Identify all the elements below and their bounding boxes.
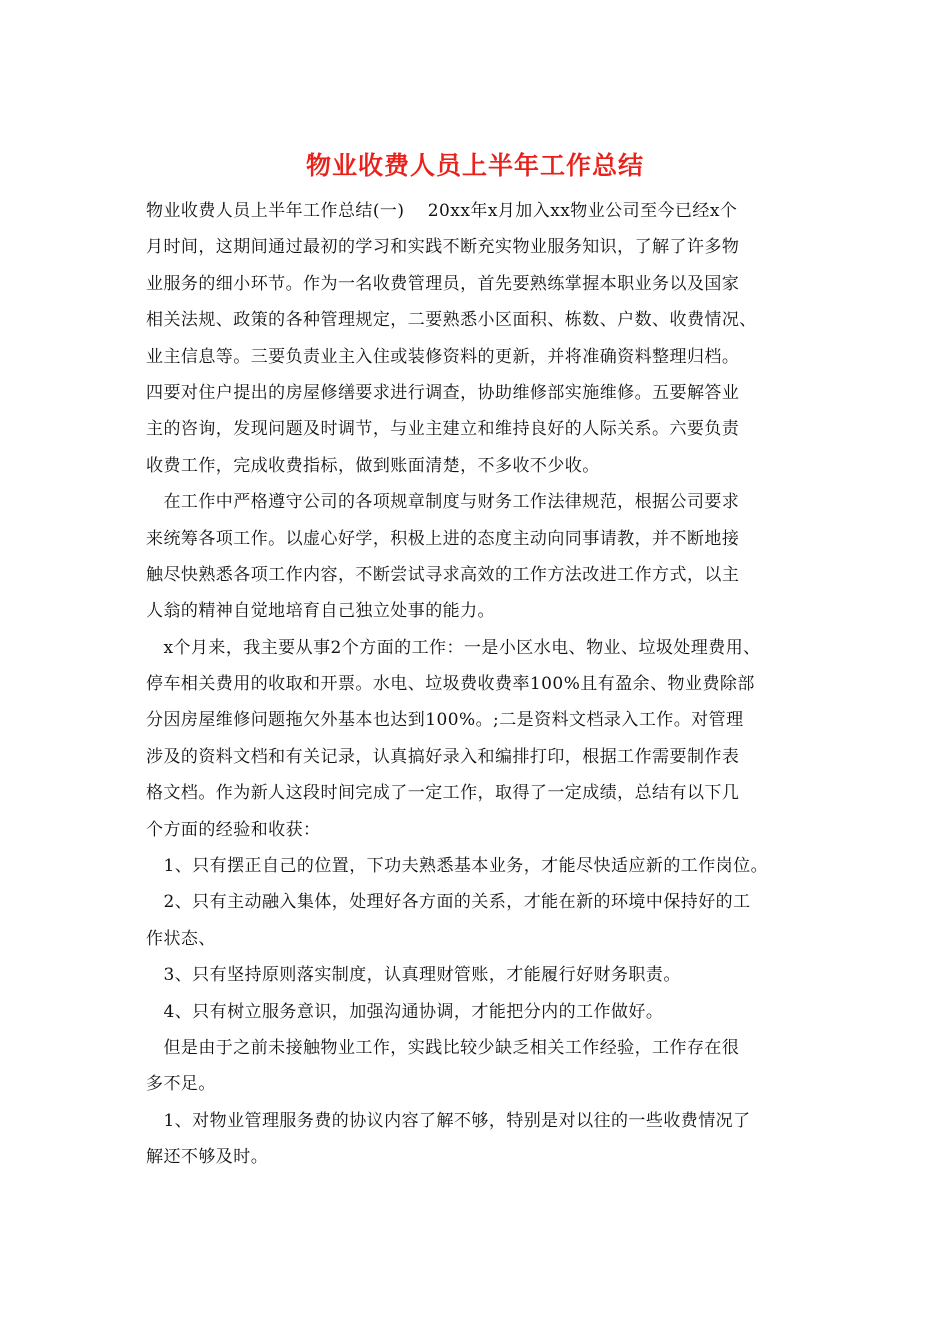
text-line: 收费工作，完成收费指标，做到账面清楚，不多收不少收。 [146, 455, 600, 476]
text-line: 1、对物业管理服务费的协议内容了解不够，特别是对以往的一些收费情况了 [146, 1110, 751, 1131]
text-line: 物业收费人员上半年工作总结(一) 20xx年x月加入xx物业公司至今已经x个 [146, 201, 738, 221]
text-line: 触尽快熟悉各项工作内容，不断尝试寻求高效的工作方法改进工作方式，以主 [146, 564, 740, 585]
text-line: 停车相关费用的收取和开票。水电、垃圾费收费率100%且有盈余、物业费除部 [146, 674, 755, 695]
text-line: 个方面的经验和收获： [146, 819, 321, 840]
text-line: 分因房屋维修问题拖欠外基本也达到100%。;二是资料文档录入工作。对管理 [146, 710, 744, 731]
text-line: 业主信息等。三要负责业主入住或装修资料的更新，并将准确资料整理归档。 [146, 346, 740, 367]
text-line: 格文档。作为新人这段时间完成了一定工作，取得了一定成绩，总结有以下几 [146, 783, 740, 804]
text-line: 业服务的细小环节。作为一名收费管理员，首先要熟练掌握本职业务以及国家 [146, 273, 740, 294]
text-line: 但是由于之前未接触物业工作，实践比较少缺乏相关工作经验，工作存在很 [146, 1037, 740, 1058]
text-line: 相关法规、政策的各种管理规定，二要熟悉小区面积、栋数、户数、收费情况、 [146, 310, 757, 331]
document-body [146, 193, 846, 1176]
text-line: 作状态、 [146, 928, 216, 949]
text-line: 3、只有坚持原则落实制度，认真理财管账，才能履行好财务职责。 [146, 965, 681, 986]
text-line: 来统筹各项工作。以虚心好学，积极上进的态度主动向同事请教，并不断地接 [146, 528, 740, 549]
text-line: 主的咨询，发现问题及时调节，与业主建立和维持良好的人际关系。六要负责 [146, 419, 740, 440]
text-line: 2、只有主动融入集体，处理好各方面的关系，才能在新的环境中保持好的工 [146, 892, 751, 913]
text-line: 4、只有树立服务意识，加强沟通协调，才能把分内的工作做好。 [146, 1001, 664, 1022]
text-line: 月时间，这期间通过最初的学习和实践不断充实物业服务知识，了解了许多物 [146, 237, 740, 258]
text-line: 在工作中严格遵守公司的各项规章制度与财务工作法律规范，根据公司要求 [146, 492, 740, 513]
text-line: 人翁的精神自觉地培育自己独立处事的能力。 [146, 601, 495, 622]
document-title: 物业收费人员上半年工作总结 [305, 151, 644, 180]
text-line: 多不足。 [146, 1074, 216, 1095]
text-line: 四要对住户提出的房屋修缮要求进行调查，协助维修部实施维修。五要解答业 [146, 382, 740, 403]
text-line: 解还不够及时。 [146, 1147, 269, 1168]
text-line: x个月来，我主要从事2个方面的工作：一是小区水电、物业、垃圾处理费用、 [146, 637, 761, 658]
text-line: 1、只有摆正自己的位置，下功夫熟悉基本业务，才能尽快适应新的工作岗位。 [146, 856, 769, 877]
text-line: 涉及的资料文档和有关记录，认真搞好录入和编排打印，根据工作需要制作表 [146, 746, 740, 767]
